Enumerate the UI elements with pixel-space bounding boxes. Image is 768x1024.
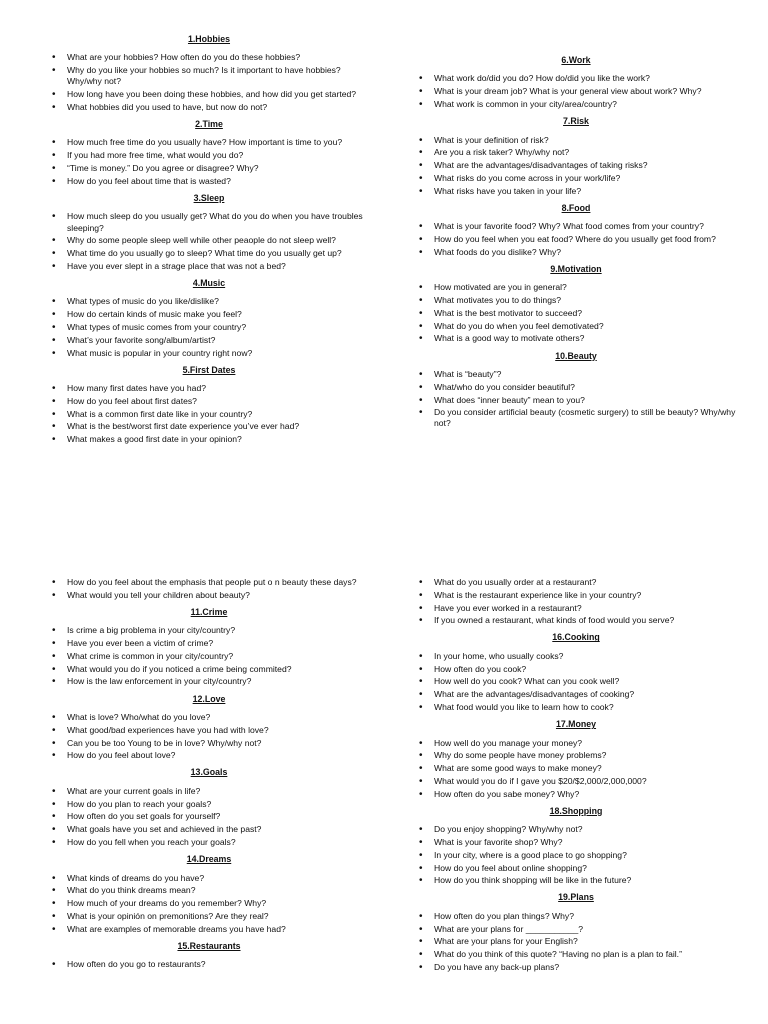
question-item: • What would you tell your children about beauty? (48, 590, 370, 601)
question-item: • How much of your dreams do you remember? Why? (48, 898, 370, 909)
question-item: • What are some good ways to make money? (415, 763, 737, 774)
question-list (48, 959, 370, 970)
topic-section (415, 55, 737, 110)
question-item: • What is a common first date like in your country? (48, 409, 370, 420)
question-item: • What are your current goals in life? (48, 786, 370, 797)
topic-heading: 10.Beauty (555, 350, 597, 361)
topic-heading: 8.Food (561, 202, 591, 213)
question-item: • What food would you like to learn how to cook? (415, 702, 737, 713)
question-list (48, 873, 370, 935)
question-item: • How well do you cook? What can you cook well? (415, 676, 737, 687)
question-item: • What are your plans for your English? (415, 936, 737, 947)
question-item: • If you owned a restaurant, what kinds of food would you serve? (415, 615, 737, 626)
question-item: • How do you feel about love? (48, 750, 370, 761)
topic-heading: 2.Time (195, 119, 223, 130)
question-item: • What types of music do you like/dislike? (48, 296, 370, 307)
column-bottom-right (415, 577, 737, 979)
topic-section (415, 203, 737, 258)
question-item: • What is your favorite food? Why? What food comes from your country? (415, 221, 737, 232)
question-list (415, 738, 737, 800)
question-item: • How long have you been doing these hobbies, and how did you get started? (48, 89, 370, 100)
question-list (48, 577, 370, 601)
question-list (415, 651, 737, 713)
topic-section (415, 116, 737, 197)
question-list (415, 824, 737, 886)
question-item: • If you had more free time, what would you do? (48, 150, 370, 161)
question-item: • What do you think of this quote? “Having no plan is a plan to fail.” (415, 949, 737, 960)
question-item: • How often do you plan things? Why? (415, 911, 737, 922)
topic-heading: 4.Music (192, 278, 226, 289)
question-item: • How do you feel about time that is wasted? (48, 176, 370, 187)
topic-heading: 13.Goals (190, 767, 228, 778)
topic-section (48, 767, 370, 848)
question-item: • What are your hobbies? How often do you do these hobbies? (48, 52, 370, 63)
question-list (48, 625, 370, 687)
topic-section (48, 119, 370, 187)
topic-section (48, 365, 370, 446)
topic-heading: 14.Dreams (186, 854, 232, 865)
question-item: • Have you ever worked in a restaurant? (415, 603, 737, 614)
question-item: • What is your favorite shop? Why? (415, 837, 737, 848)
topic-heading: 5.First Dates (182, 364, 236, 375)
column-top-left (48, 34, 370, 451)
topic-section (48, 607, 370, 688)
topic-section (48, 278, 370, 359)
question-item: • Do you have any back-up plans? (415, 962, 737, 973)
question-item: • What are examples of memorable dreams you have had? (48, 924, 370, 935)
topic-section (48, 941, 370, 971)
question-item: • What is love? Who/what do you love? (48, 712, 370, 723)
question-list (48, 383, 370, 445)
question-item: • What is the best motivator to succeed? (415, 308, 737, 319)
topic-heading: 9.Motivation (550, 263, 602, 274)
question-list (48, 296, 370, 358)
question-item: • How do you feel about first dates? (48, 396, 370, 407)
question-item: • What makes a good first date in your opinion? (48, 434, 370, 445)
question-item: • What would you do if I gave you $20/$2,000/2,000,000? (415, 776, 737, 787)
question-item: • What do you usually order at a restaurant? (415, 577, 737, 588)
question-item: • Have you ever slept in a strage place that was not a bed? (48, 261, 370, 272)
question-item: • What work is common in your city/area/country? (415, 99, 737, 110)
question-item: • Why do some people sleep well while other peaople do not sleep well? (48, 235, 370, 246)
question-item: • What crime is common in your city/country? (48, 651, 370, 662)
question-item: • What music is popular in your country right now? (48, 348, 370, 359)
question-item: • Do you enjoy shopping? Why/why not? (415, 824, 737, 835)
question-list (415, 135, 737, 197)
question-item: • “Time is money.” Do you agree or disagree? Why? (48, 163, 370, 174)
question-item: • How do you feel about online shopping? (415, 863, 737, 874)
topic-section (415, 806, 737, 887)
question-item: • How do you feel when you eat food? Where do you usually get food from? (415, 234, 737, 245)
topic-section (48, 193, 370, 272)
question-list (415, 73, 737, 110)
question-item: • What foods do you dislike? Why? (415, 247, 737, 258)
question-item: • What good/bad experiences have you had with love? (48, 725, 370, 736)
question-item: • Can you be too Young to be in love? Why/why not? (48, 738, 370, 749)
question-item: • How do you fell when you reach your goals? (48, 837, 370, 848)
topic-heading: 18.Shopping (549, 805, 603, 816)
topic-section (415, 351, 737, 430)
question-item: • What goals have you set and achieved in the past? (48, 824, 370, 835)
question-item: • What is your definition of risk? (415, 135, 737, 146)
topic-heading: 12.Love (192, 693, 226, 704)
question-item: • What work do/did you do? How do/did you like the work? (415, 73, 737, 84)
question-item: • How much sleep do you usually get? What do you do when you have troubles sleeping? (48, 211, 370, 233)
question-item: • What are the advantages/disadvantages of taking risks? (415, 160, 737, 171)
question-item: • In your home, who usually cooks? (415, 651, 737, 662)
question-item: • What is the best/worst first date experience you’ve ever had? (48, 421, 370, 432)
question-item: • Have you ever been a victim of crime? (48, 638, 370, 649)
question-item: • How do you think shopping will be like in the future? (415, 875, 737, 886)
question-item: • What is “beauty”? (415, 369, 737, 380)
question-item: • What kinds of dreams do you have? (48, 873, 370, 884)
topic-section (415, 719, 737, 800)
topic-section (415, 892, 737, 973)
topic-section (415, 264, 737, 345)
question-item: • Why do you like your hobbies so much? Is it important to have hobbies? Why/why not? (48, 65, 370, 87)
question-item: • What risks do you come across in your work/life? (415, 173, 737, 184)
question-item: • Do you consider artificial beauty (cosmetic surgery) to still be beauty? Why/why not? (415, 407, 737, 429)
question-item: • What is a good way to motivate others? (415, 333, 737, 344)
question-item: • How do certain kinds of music make you feel? (48, 309, 370, 320)
topic-heading: 17.Money (555, 719, 597, 730)
topic-section (48, 577, 370, 601)
question-item: • What types of music comes from your country? (48, 322, 370, 333)
question-item: • What is your dream job? What is your general view about work? Why? (415, 86, 737, 97)
topic-heading: 3.Sleep (193, 192, 225, 203)
topic-heading: 16.Cooking (552, 632, 600, 643)
question-item: • How often do you go to restaurants? (48, 959, 370, 970)
question-item: • Why do some people have money problems? (415, 750, 737, 761)
question-item: • How do you feel about the emphasis that people put o n beauty these days? (48, 577, 370, 588)
topic-section (415, 632, 737, 713)
question-item: • Are you a risk taker? Why/why not? (415, 147, 737, 158)
question-list (48, 137, 370, 186)
question-item: • What do you do when you feel demotivated? (415, 321, 737, 332)
question-item: • How many first dates have you had? (48, 383, 370, 394)
topic-heading: 11.Crime (190, 606, 228, 617)
question-item: • How well do you manage your money? (415, 738, 737, 749)
topic-heading: 15.Restaurants (177, 940, 241, 951)
topic-section (48, 34, 370, 113)
question-item: • What are the advantages/disadvantages of cooking? (415, 689, 737, 700)
question-item: • Is crime a big problema in your city/country? (48, 625, 370, 636)
question-item: • In your city, where is a good place to go shopping? (415, 850, 737, 861)
question-list (415, 911, 737, 973)
question-item: • How motivated are you in general? (415, 282, 737, 293)
question-item: • How often do you set goals for yourself? (48, 811, 370, 822)
question-item: • How is the law enforcement in your city/country? (48, 676, 370, 687)
topic-section (48, 854, 370, 935)
topic-heading: 19.Plans (558, 892, 594, 903)
question-item: • What are your plans for ___________? (415, 924, 737, 935)
question-list (48, 52, 370, 113)
question-list (48, 712, 370, 761)
column-bottom-left (48, 577, 370, 976)
question-item: • What’s your favorite song/album/artist? (48, 335, 370, 346)
question-item: • What/who do you consider beautiful? (415, 382, 737, 393)
question-list (415, 282, 737, 344)
topic-heading: 1.Hobbies (187, 34, 231, 44)
question-item: • What would you do if you noticed a crime being commited? (48, 664, 370, 675)
question-item: • How much free time do you usually have? How important is time to you? (48, 137, 370, 148)
question-item: • How often do you cook? (415, 664, 737, 675)
question-item: • What time do you usually go to sleep? What time do you usually get up? (48, 248, 370, 259)
question-list (48, 211, 370, 272)
topic-section (415, 577, 737, 626)
question-item: • How often do you sabe money? Why? (415, 789, 737, 800)
question-item: • How do you plan to reach your goals? (48, 799, 370, 810)
question-item: • What motivates you to do things? (415, 295, 737, 306)
topic-heading: 6.Work (561, 55, 591, 65)
question-list (415, 577, 737, 626)
question-item: • What does “inner beauty” mean to you? (415, 395, 737, 406)
question-list (48, 786, 370, 848)
question-list (415, 369, 737, 430)
question-item: • What is your opinión on premonitions? Are they real? (48, 911, 370, 922)
question-list (415, 221, 737, 258)
column-top-right (415, 55, 737, 436)
question-item: • What do you think dreams mean? (48, 885, 370, 896)
topic-section (48, 694, 370, 762)
question-item: • What hobbies did you used to have, but now do not? (48, 102, 370, 113)
topic-heading: 7.Risk (563, 116, 589, 127)
question-item: • What risks have you taken in your life? (415, 186, 737, 197)
question-item: • What is the restaurant experience like in your country? (415, 590, 737, 601)
